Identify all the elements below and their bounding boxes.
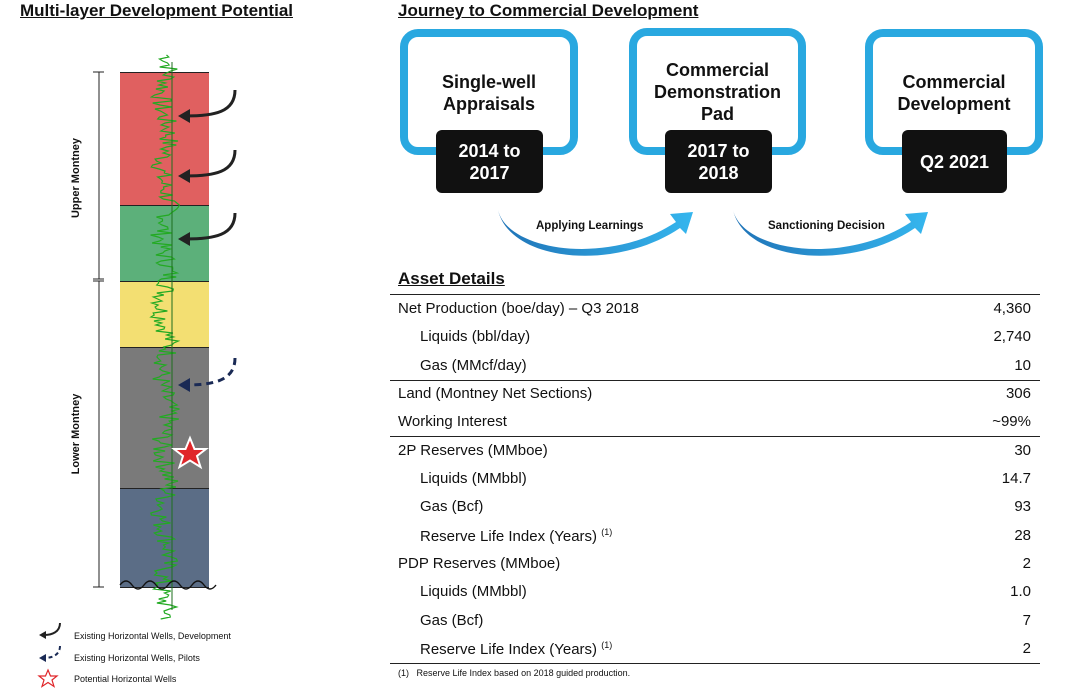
table-bottom-rule bbox=[390, 663, 1040, 664]
table-row: Gas (Bcf) 7 bbox=[420, 612, 1031, 629]
stage-title: Commercial Demonstration Pad bbox=[653, 60, 781, 124]
sanctioning-decision-arrow-icon bbox=[733, 210, 928, 256]
potential-well-star-icon bbox=[174, 438, 206, 467]
table-row: Net Production (boe/day) – Q3 2018 4,360 bbox=[398, 300, 1031, 317]
lower-montney-label: Lower Montney bbox=[70, 393, 82, 475]
unconformity-line bbox=[120, 581, 216, 589]
star-icon bbox=[39, 670, 57, 687]
applying-learnings-label: Applying Learnings bbox=[536, 220, 644, 232]
table-row: Reserve Life Index (Years) $^{(1)}$ 28 bbox=[420, 527, 1031, 545]
development-arrow-icon bbox=[178, 90, 235, 123]
journey-arrows bbox=[490, 200, 1050, 270]
asset-details-title: Asset Details bbox=[398, 269, 505, 288]
table-row: 2P Reserves (MMboe) 30 bbox=[398, 442, 1031, 459]
footnote: (1) Reserve Life Index based on 2018 guided production. bbox=[398, 668, 631, 678]
stage-date: 2017 to 2018 bbox=[665, 130, 772, 193]
table-row: Liquids (MMbbl) 1.0 bbox=[420, 583, 1031, 600]
legend-potential: Potential Horizontal Wells bbox=[74, 674, 177, 684]
table-row: Liquids (MMbbl) 14.7 bbox=[420, 470, 1031, 487]
table-row: Reserve Life Index (Years) $^{(1)}$ 2 bbox=[420, 640, 1031, 658]
journey-title: Journey to Commercial Development bbox=[398, 1, 699, 20]
well-log-overlay bbox=[110, 50, 260, 625]
multi-layer-title: Multi-layer Development Potential bbox=[20, 1, 293, 20]
applying-learnings-arrow-icon bbox=[498, 210, 693, 256]
table-row: PDP Reserves (MMboe) 2 bbox=[398, 555, 1031, 572]
legend-pilots: Existing Horizontal Wells, Pilots bbox=[74, 653, 200, 663]
table-row: Liquids (bbl/day) 2,740 bbox=[420, 328, 1031, 345]
table-row: Gas (MMcf/day) 10 bbox=[420, 357, 1031, 374]
legend-development: Existing Horizontal Wells, Development bbox=[74, 631, 231, 641]
stage-title: Single-well Appraisals bbox=[441, 72, 537, 114]
stage-date: 2014 to 2017 bbox=[436, 130, 543, 193]
sanctioning-decision-label: Sanctioning Decision bbox=[768, 220, 885, 232]
legend-icons bbox=[36, 620, 66, 692]
well-log-trace bbox=[151, 55, 180, 619]
table-row: Land (Montney Net Sections) 306 bbox=[398, 385, 1031, 402]
stage-date: Q2 2021 bbox=[902, 130, 1007, 193]
dashed-curved-arrow-icon bbox=[39, 646, 60, 662]
stage-title: Commercial Development bbox=[897, 72, 1011, 114]
solid-curved-arrow-icon bbox=[39, 623, 60, 639]
development-arrow-icon bbox=[178, 150, 235, 183]
upper-montney-label: Upper Montney bbox=[70, 137, 82, 219]
table-row: Working Interest ~99% bbox=[398, 413, 1031, 430]
pilot-arrow-icon bbox=[178, 358, 235, 392]
table-row: Gas (Bcf) 93 bbox=[420, 498, 1031, 515]
development-arrow-icon bbox=[178, 213, 235, 246]
